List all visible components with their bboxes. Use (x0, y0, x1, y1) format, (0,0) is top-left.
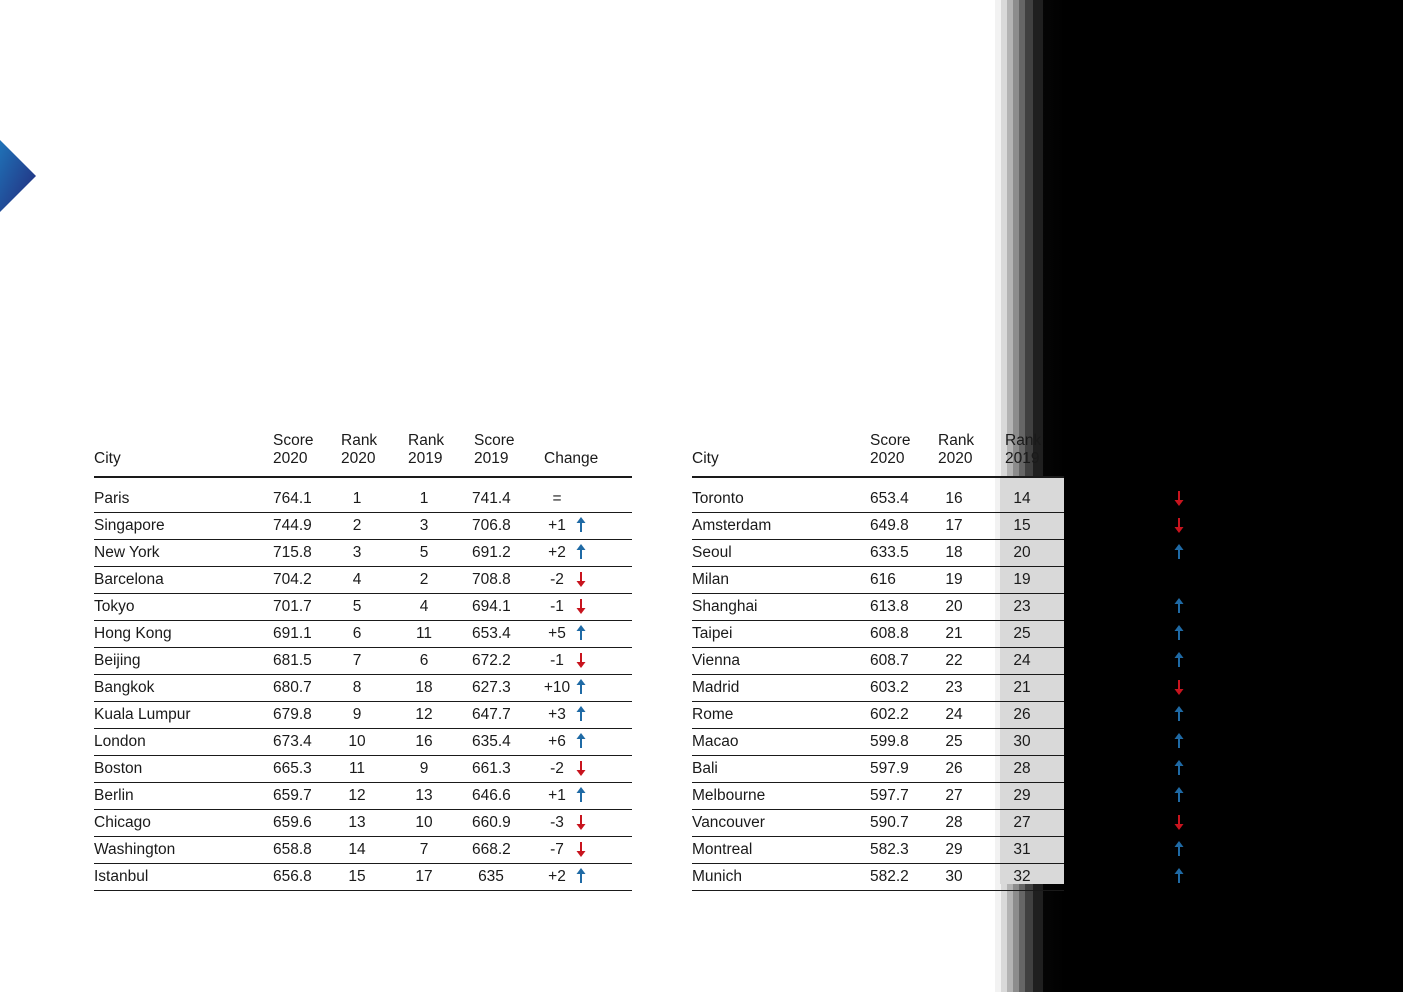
cell-rank-2020: 6 (352, 625, 362, 642)
cell-city: Barcelona (94, 571, 164, 588)
cell-rank-2019: 16 (415, 733, 433, 750)
cell-city: Paris (94, 490, 130, 507)
cell-rank-2019: 28 (1013, 760, 1031, 777)
cell-score-2019: 660.9 (472, 814, 511, 831)
cell-rank-2019: 21 (1013, 679, 1031, 696)
arrow-down-icon (576, 570, 586, 588)
arrow-down-icon (1174, 678, 1184, 696)
table-row (692, 702, 1064, 729)
cell-score-2019: 708.8 (472, 571, 511, 588)
cell-rank-2020: 29 (945, 841, 963, 858)
cell-rank-2019: 3 (419, 517, 429, 534)
cell-rank-2019: 2 (419, 571, 429, 588)
header-change: Change (544, 450, 599, 467)
table-row (692, 540, 1064, 567)
cell-rank-2020: 21 (945, 625, 963, 642)
arrow-down-icon (576, 840, 586, 858)
cell-rank-2019: 23 (1013, 598, 1031, 615)
cell-rank-2019: 18 (415, 679, 433, 696)
table-row (94, 702, 632, 729)
cell-score-2019: 668.2 (472, 841, 511, 858)
table-row (94, 729, 632, 756)
arrow-down-icon (1174, 516, 1184, 534)
header-rank-2020: Rank 2020 (341, 432, 378, 467)
cell-rank-2020: 16 (945, 490, 963, 507)
cell-rank-2019: 1 (419, 490, 429, 507)
arrow-up-icon (1174, 786, 1184, 804)
table-row (692, 783, 1064, 810)
cell-rank-2020: 9 (352, 706, 362, 723)
cell-score-2020: 764.1 (273, 490, 312, 507)
cell-score-2019: 635.4 (472, 733, 511, 750)
cell-score-2020: 701.7 (273, 598, 312, 615)
cell-score-2020: 744.9 (273, 517, 312, 534)
table-row (94, 648, 632, 675)
cell-city: Singapore (94, 517, 165, 534)
arrow-up-icon (1174, 705, 1184, 723)
cell-change: -2 (550, 760, 564, 777)
cell-rank-2019: 13 (415, 787, 433, 804)
arrow-up-icon (576, 732, 586, 750)
cell-change: +10 (543, 679, 571, 696)
cell-rank-2020: 7 (352, 652, 362, 669)
cell-city: Milan (692, 571, 730, 588)
cell-rank-2020: 15 (348, 868, 366, 885)
cell-city: Istanbul (94, 868, 149, 885)
arrow-up-icon (576, 705, 586, 723)
cell-rank-2019: 24 (1013, 652, 1031, 669)
table-row (94, 567, 632, 594)
arrow-up-icon (576, 543, 586, 561)
cell-score-2019: 691.2 (472, 544, 511, 561)
cell-score-2020: 633.5 (870, 544, 909, 561)
cell-city: Tokyo (94, 598, 135, 615)
cell-city: Vancouver (692, 814, 765, 831)
table-header (692, 432, 1064, 478)
cell-score-2019: 741.4 (472, 490, 511, 507)
table-row (692, 837, 1064, 864)
arrow-up-icon (1174, 759, 1184, 777)
cell-change: -1 (550, 652, 564, 669)
cell-score-2019: 646.6 (472, 787, 511, 804)
cell-rank-2020: 20 (945, 598, 963, 615)
cell-rank-2020: 23 (945, 679, 963, 696)
table-row (94, 837, 632, 864)
ranking-table-right (692, 432, 1064, 891)
cell-city: Washington (94, 841, 176, 858)
cell-city: Hong Kong (94, 625, 172, 642)
header-rank-2019: Rank 2019 (408, 432, 445, 467)
arrow-up-icon (1174, 867, 1184, 885)
arrow-down-icon (576, 813, 586, 831)
cell-rank-2020: 14 (348, 841, 366, 858)
cell-rank-2019: 30 (1013, 733, 1031, 750)
cell-change: -7 (550, 841, 564, 858)
cell-city: Kuala Lumpur (94, 706, 191, 723)
cell-score-2020: 582.3 (870, 841, 909, 858)
table-row (94, 513, 632, 540)
cell-city: Chicago (94, 814, 151, 831)
table-row (94, 783, 632, 810)
cell-city: Berlin (94, 787, 134, 804)
cell-rank-2020: 11 (348, 760, 366, 777)
cell-score-2020: 653.4 (870, 490, 909, 507)
cell-score-2020: 603.2 (870, 679, 909, 696)
cell-rank-2020: 24 (945, 706, 963, 723)
cell-score-2020: 659.7 (273, 787, 312, 804)
cell-city: Shanghai (692, 598, 758, 615)
cell-score-2020: 613.8 (870, 598, 909, 615)
arrow-down-icon (1174, 489, 1184, 507)
cell-city: Beijing (94, 652, 141, 669)
arrow-up-icon (1174, 732, 1184, 750)
cell-rank-2020: 8 (352, 679, 362, 696)
table-row (94, 594, 632, 621)
cell-score-2020: 659.6 (273, 814, 312, 831)
cell-rank-2020: 13 (348, 814, 366, 831)
cell-rank-2019: 11 (415, 625, 433, 642)
cell-rank-2020: 30 (945, 868, 963, 885)
table-row (692, 621, 1064, 648)
cell-rank-2020: 2 (352, 517, 362, 534)
cell-rank-2019: 27 (1013, 814, 1031, 831)
cell-rank-2020: 28 (945, 814, 963, 831)
cell-rank-2020: 12 (348, 787, 366, 804)
cell-score-2020: 658.8 (273, 841, 312, 858)
cell-score-2019: 647.7 (472, 706, 511, 723)
table-row (692, 756, 1064, 783)
cell-score-2020: 582.2 (870, 868, 909, 885)
cell-score-2019: 653.4 (472, 625, 511, 642)
cell-score-2020: 681.5 (273, 652, 312, 669)
table-body (94, 486, 632, 891)
cell-city: Taipei (692, 625, 733, 642)
cell-score-2020: 679.8 (273, 706, 312, 723)
cell-score-2019: 706.8 (472, 517, 511, 534)
cell-city: London (94, 733, 146, 750)
cell-rank-2020: 10 (348, 733, 366, 750)
cell-change: +2 (548, 544, 566, 561)
cell-rank-2019: 26 (1013, 706, 1031, 723)
cell-rank-2019: 20 (1013, 544, 1031, 561)
table-row (692, 567, 1064, 594)
cell-rank-2019: 7 (419, 841, 429, 858)
header-city: City (94, 450, 121, 467)
table-header (94, 432, 632, 478)
cell-rank-2020: 26 (945, 760, 963, 777)
cell-score-2020: 597.7 (870, 787, 909, 804)
table-row (692, 594, 1064, 621)
cell-score-2020: 665.3 (273, 760, 312, 777)
cell-score-2019: 627.3 (472, 679, 511, 696)
table-body (692, 486, 1064, 891)
arrow-down-icon (1174, 813, 1184, 831)
table-row (692, 675, 1064, 702)
cell-rank-2020: 1 (352, 490, 362, 507)
cell-city: Toronto (692, 490, 744, 507)
cell-rank-2019: 31 (1013, 841, 1031, 858)
cell-change: +6 (548, 733, 566, 750)
cell-score-2020: 590.7 (870, 814, 909, 831)
cell-change: = (552, 490, 562, 507)
cell-rank-2019: 14 (1013, 490, 1031, 507)
cell-score-2020: 715.8 (273, 544, 312, 561)
cell-rank-2019: 5 (419, 544, 429, 561)
cell-change: +3 (548, 706, 566, 723)
cell-score-2020: 649.8 (870, 517, 909, 534)
arrow-up-icon (576, 516, 586, 534)
cell-city: Seoul (692, 544, 732, 561)
table-row (94, 540, 632, 567)
arrow-down-icon (576, 597, 586, 615)
cell-city: Boston (94, 760, 143, 777)
cell-city: Rome (692, 706, 734, 723)
cell-rank-2019: 19 (1013, 571, 1031, 588)
table-row (94, 810, 632, 837)
cell-rank-2020: 19 (945, 571, 963, 588)
header-score-2019: Score 2019 (474, 432, 515, 467)
table-row (692, 513, 1064, 540)
cell-score-2019: 672.2 (472, 652, 511, 669)
cell-city: New York (94, 544, 160, 561)
arrow-up-icon (1174, 840, 1184, 858)
cell-score-2020: 616 (870, 571, 896, 588)
cell-city: Munich (692, 868, 742, 885)
cell-score-2020: 704.2 (273, 571, 312, 588)
header-city: City (692, 450, 719, 467)
cell-city: Montreal (692, 841, 753, 858)
cell-score-2019: 635 (478, 868, 504, 885)
cell-rank-2019: 25 (1013, 625, 1031, 642)
cell-rank-2019: 32 (1013, 868, 1031, 885)
arrow-up-icon (1174, 624, 1184, 642)
arrow-up-icon (576, 678, 586, 696)
cell-city: Amsterdam (692, 517, 772, 534)
cell-score-2020: 673.4 (273, 733, 312, 750)
table-row (94, 756, 632, 783)
cell-score-2020: 691.1 (273, 625, 312, 642)
cell-rank-2020: 22 (945, 652, 963, 669)
table-row (94, 486, 632, 513)
cell-city: Madrid (692, 679, 740, 696)
cell-score-2019: 694.1 (472, 598, 511, 615)
cell-change: -1 (550, 598, 564, 615)
header-rank-2020: Rank 2020 (938, 432, 975, 467)
arrow-up-icon (576, 786, 586, 804)
table-row (94, 675, 632, 702)
cell-score-2020: 680.7 (273, 679, 312, 696)
cell-rank-2020: 5 (352, 598, 362, 615)
cell-change: +1 (548, 517, 566, 534)
cell-score-2020: 599.8 (870, 733, 909, 750)
cell-rank-2019: 4 (419, 598, 429, 615)
cell-rank-2019: 29 (1013, 787, 1031, 804)
table-row (94, 864, 632, 891)
cell-score-2020: 608.8 (870, 625, 909, 642)
cell-change: -2 (550, 571, 564, 588)
cell-city: Bali (692, 760, 718, 777)
table-row (692, 810, 1064, 837)
arrow-up-icon (1174, 543, 1184, 561)
arrow-up-icon (576, 624, 586, 642)
cell-rank-2020: 25 (945, 733, 963, 750)
cell-rank-2019: 6 (419, 652, 429, 669)
cell-rank-2020: 27 (945, 787, 963, 804)
table-row (692, 648, 1064, 675)
cell-city: Macao (692, 733, 739, 750)
table-row (94, 621, 632, 648)
cell-rank-2019: 9 (419, 760, 429, 777)
cell-score-2019: 661.3 (472, 760, 511, 777)
cell-rank-2020: 3 (352, 544, 362, 561)
arrow-up-icon (1174, 597, 1184, 615)
cell-score-2020: 597.9 (870, 760, 909, 777)
arrow-down-icon (576, 759, 586, 777)
cell-rank-2020: 4 (352, 571, 362, 588)
cell-city: Vienna (692, 652, 740, 669)
ranking-table-left (94, 432, 632, 891)
cell-rank-2019: 15 (1013, 517, 1031, 534)
cell-rank-2020: 18 (945, 544, 963, 561)
table-row (692, 729, 1064, 756)
header-score-2020: Score 2020 (870, 432, 911, 467)
cell-score-2020: 608.7 (870, 652, 909, 669)
cell-rank-2019: 10 (415, 814, 433, 831)
arrow-up-icon (1174, 651, 1184, 669)
corner-arrow-icon (0, 140, 36, 212)
table-row (692, 486, 1064, 513)
cell-change: +1 (548, 787, 566, 804)
table-row (692, 864, 1064, 891)
cell-rank-2019: 17 (415, 868, 433, 885)
cell-rank-2020: 17 (945, 517, 963, 534)
arrow-down-icon (576, 651, 586, 669)
cell-score-2020: 602.2 (870, 706, 909, 723)
cell-change: +5 (548, 625, 566, 642)
cell-city: Melbourne (692, 787, 766, 804)
cell-change: -3 (550, 814, 564, 831)
cell-change: +2 (548, 868, 566, 885)
header-rank-2019: Rank 2019 (1005, 432, 1042, 467)
arrow-up-icon (576, 867, 586, 885)
cell-score-2020: 656.8 (273, 868, 312, 885)
cell-rank-2019: 12 (415, 706, 433, 723)
cell-city: Bangkok (94, 679, 155, 696)
header-score-2020: Score 2020 (273, 432, 314, 467)
